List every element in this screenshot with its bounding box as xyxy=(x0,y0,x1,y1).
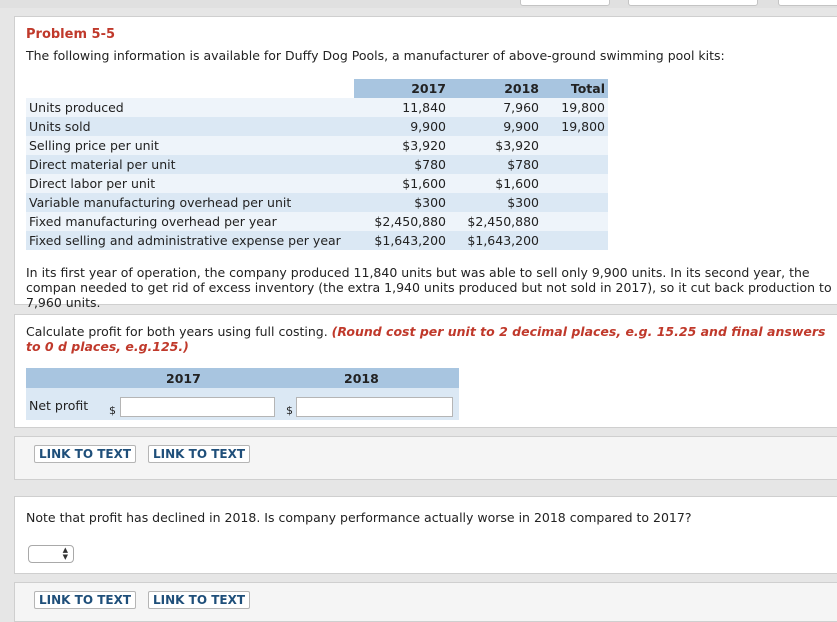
cell-2017: $300 xyxy=(354,193,449,212)
answer-grid xyxy=(26,368,459,420)
cell-total xyxy=(542,212,608,231)
problem-intro: The following information is available for Duffy Dog Pools, a manufacturer of above-ground swimming pool kits: xyxy=(26,48,725,63)
cell-2017: 11,840 xyxy=(354,98,449,117)
link-to-text-button[interactable]: LINK TO TEXT xyxy=(148,445,250,463)
row-label: Units sold xyxy=(26,117,354,136)
table-header-2017: 2017 xyxy=(354,79,449,98)
table-row xyxy=(26,174,608,193)
toolbar-button[interactable] xyxy=(778,0,837,6)
cell-2018: $3,920 xyxy=(449,136,542,155)
table-row xyxy=(26,136,608,155)
currency-symbol-2018: $ xyxy=(286,404,293,417)
cell-total xyxy=(542,231,608,250)
cell-2018: $1,600 xyxy=(449,174,542,193)
scenario-paragraph: In its first year of operation, the company produced 11,840 units but was able to sell only 9,900 units. In its second year, the compan needed to get rid of excess inventory (the extra 1,940 units produced but not sold in 2017), so it cut back production to 7,960 units. xyxy=(26,265,832,310)
net-profit-2018-input[interactable] xyxy=(296,397,453,417)
toolbar-button[interactable] xyxy=(520,0,610,6)
cell-total xyxy=(542,155,608,174)
table-header-row xyxy=(26,79,608,98)
link-to-text-button[interactable]: LINK TO TEXT xyxy=(148,591,250,609)
table-row xyxy=(26,98,608,117)
answer-header xyxy=(26,368,459,388)
links-panel xyxy=(14,436,837,480)
cell-2018: 7,960 xyxy=(449,98,542,117)
question-instructions xyxy=(26,324,837,354)
up-down-arrows-icon: ▲ ▼ xyxy=(62,546,68,561)
cell-2017: $1,600 xyxy=(354,174,449,193)
question-panel xyxy=(14,314,837,428)
cell-2018: $1,643,200 xyxy=(449,231,542,250)
table-row xyxy=(26,193,608,212)
table-header-label xyxy=(26,79,354,98)
cell-total: 19,800 xyxy=(542,117,608,136)
cell-2017: $1,643,200 xyxy=(354,231,449,250)
row-label: Fixed manufacturing overhead per year xyxy=(26,212,354,231)
link-to-text-button[interactable]: LINK TO TEXT xyxy=(34,445,136,463)
rounding-instructions: (Round cost per unit to 2 decimal places, e.g. 15.25 and final answers to 0 d places, e.g.125.) xyxy=(26,324,826,354)
data-table xyxy=(26,79,608,250)
cell-2018: $300 xyxy=(449,193,542,212)
top-toolbar-strip xyxy=(0,0,837,8)
cell-2017: 9,900 xyxy=(354,117,449,136)
cell-total: 19,800 xyxy=(542,98,608,117)
problem-title: Problem 5-5 xyxy=(26,27,116,42)
problem-panel xyxy=(14,16,837,310)
row-label: Direct material per unit xyxy=(26,155,354,174)
net-profit-label: Net profit xyxy=(29,398,89,413)
row-label: Selling price per unit xyxy=(26,136,354,155)
answer-header-2018: 2018 xyxy=(344,371,379,386)
cell-2017: $780 xyxy=(354,155,449,174)
table-row xyxy=(26,155,608,174)
cell-total xyxy=(542,174,608,193)
cell-2017: $3,920 xyxy=(354,136,449,155)
answer-header-2017: 2017 xyxy=(166,371,201,386)
cell-2018: $780 xyxy=(449,155,542,174)
table-header-2018: 2018 xyxy=(449,79,542,98)
cell-total xyxy=(542,136,608,155)
question-2-text: Note that profit has declined in 2018. Is company performance actually worse in 2018 compared to 2017? xyxy=(26,510,692,525)
row-label: Variable manufacturing overhead per unit xyxy=(26,193,354,212)
row-label: Direct labor per unit xyxy=(26,174,354,193)
cell-2017: $2,450,880 xyxy=(354,212,449,231)
toolbar-button[interactable] xyxy=(628,0,758,6)
table-row xyxy=(26,117,608,136)
cell-2018: $2,450,880 xyxy=(449,212,542,231)
links-panel-2 xyxy=(14,582,837,622)
table-row xyxy=(26,231,608,250)
table-header-total: Total xyxy=(542,79,608,98)
row-label: Fixed selling and administrative expense per year xyxy=(26,231,354,250)
cell-2018: 9,900 xyxy=(449,117,542,136)
row-label: Units produced xyxy=(26,98,354,117)
currency-symbol-2017: $ xyxy=(109,404,116,417)
cell-total xyxy=(542,193,608,212)
question-text: Calculate profit for both years using full costing. xyxy=(26,324,332,339)
net-profit-2017-input[interactable] xyxy=(120,397,275,417)
link-to-text-button[interactable]: LINK TO TEXT xyxy=(34,591,136,609)
question-panel-2 xyxy=(14,496,837,574)
performance-answer-select[interactable] xyxy=(28,545,74,563)
table-row xyxy=(26,212,608,231)
